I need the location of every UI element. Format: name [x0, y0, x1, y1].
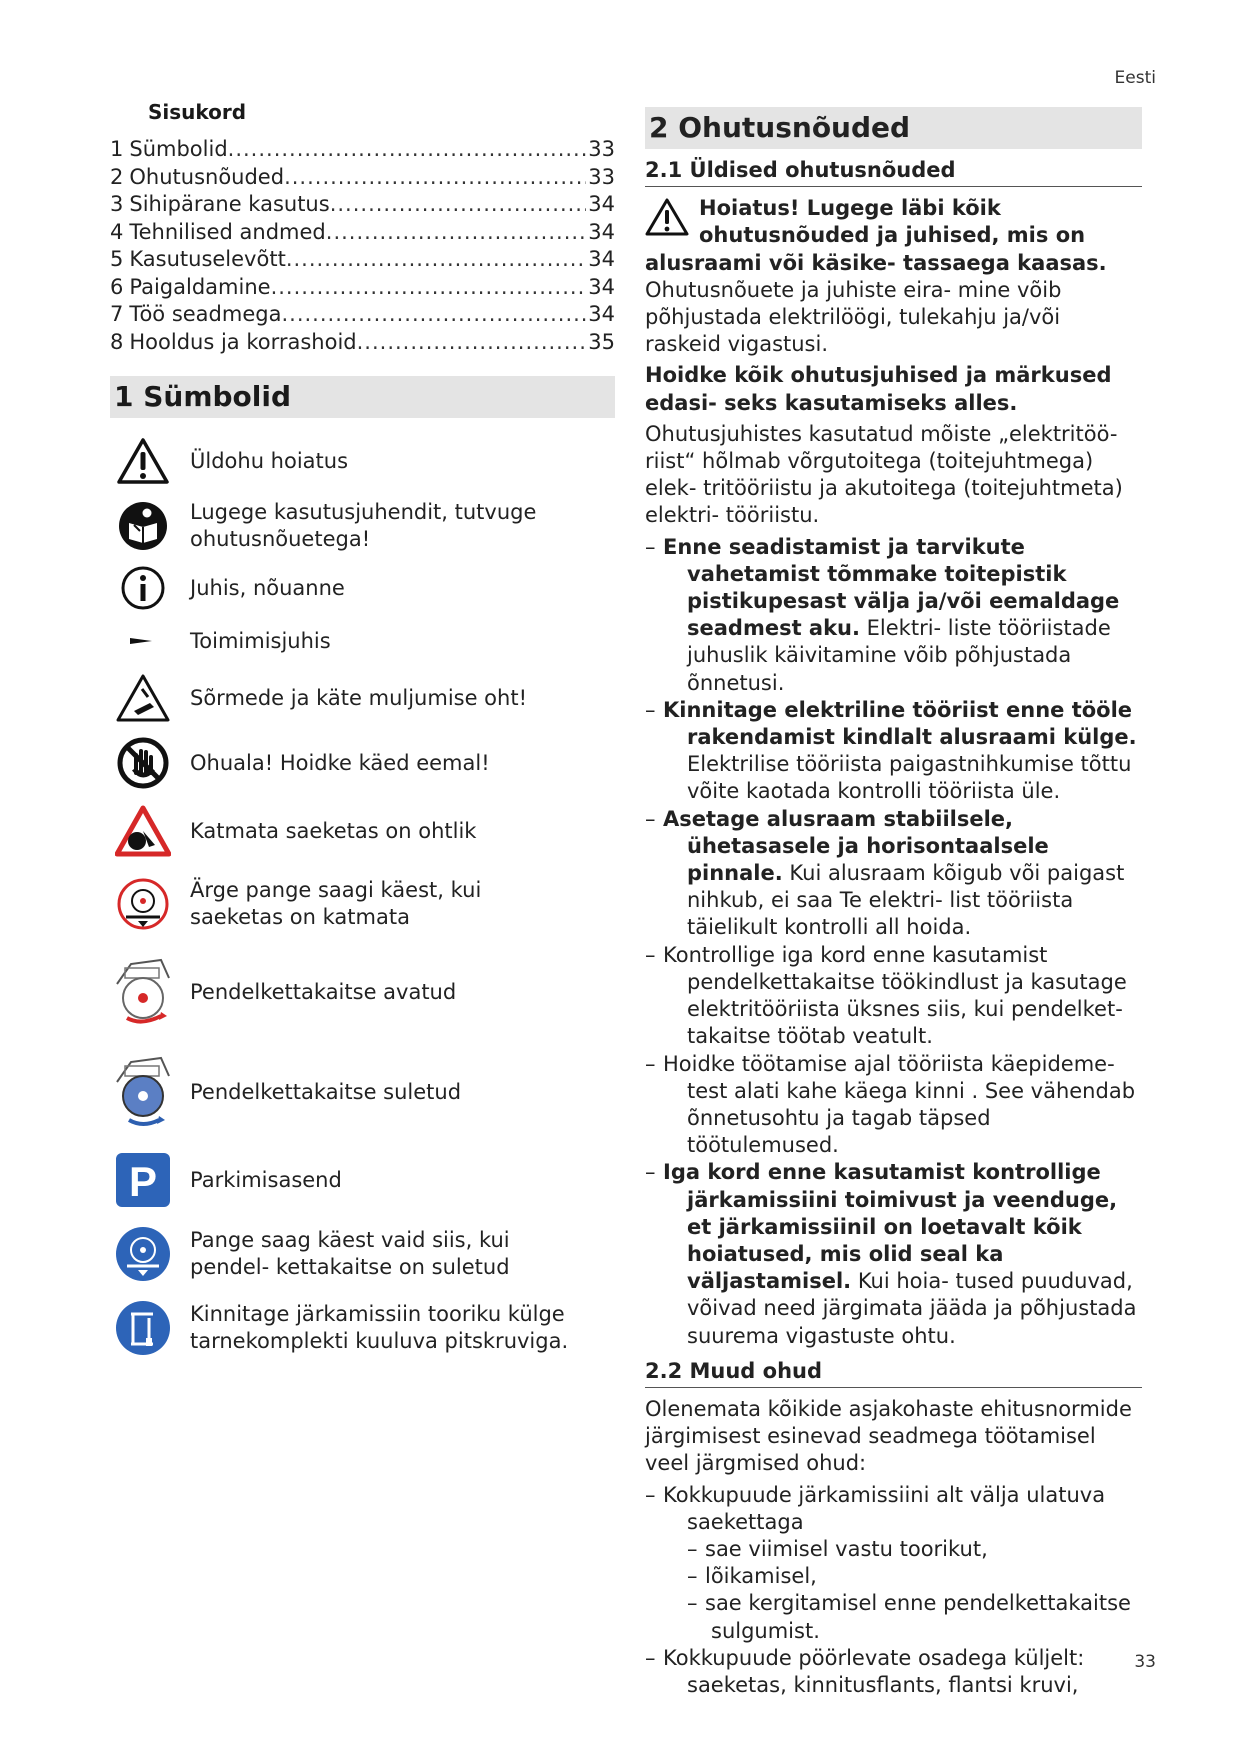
list-item: – Enne seadistamist ja tarvikute vahetamist tõmmake toitepistik pistikupesast välja ja/või eemaldage seadmest aku. Elektri- liste tööriistade juhuslik käivitamine võib põhjustada õnnetusi. — [645, 534, 1120, 695]
toc-leader — [357, 329, 587, 357]
toc-entry[interactable]: 8 Hooldus ja korrashoid ..... 35 — [110, 329, 615, 357]
saw-blade-danger-icon — [110, 805, 176, 857]
symbol-row: Pendelkettakaitse avatud — [110, 942, 615, 1042]
safety-heading: 2 Ohutusnõuded — [645, 107, 1142, 149]
sub-list-item: – sae viimisel vastu toorikut, — [687, 1536, 988, 1561]
toc-leader — [286, 246, 586, 274]
other-hazards-heading: 2.2 Muud ohud — [645, 1358, 1142, 1388]
list-item: – Kinnitage elektriline tööriist enne tööle rakendamist kindlalt alusraami külge. Elektrilise tööriista paigastnihkumise tõttu võite kaotada kontrolli tööriista üle. — [645, 697, 1137, 804]
toc-leader — [330, 191, 587, 219]
sub-list-item: – sae kergitamisel enne pendelkettakaitse sulgumist. — [687, 1591, 1131, 1643]
keep-instructions-text: Hoidke kõik ohutusjuhised ja märkused edasi- seks kasutamiseks alles. — [645, 363, 1112, 415]
list-item: – Kokkupuude järkamissiini alt välja ulatuva saekettaga — [645, 1482, 1106, 1534]
list-item: – Kokkupuude pöörlevate osadega küljelt: saeketas, kinnitusflants, flantsi kruvi, — [645, 1645, 1085, 1697]
list-item: – Asetage alusraam stabiilsele, ühetasasele ja horisontaalsele pinnale. Kui alusraam kõigub või paigast nihkub, ei saa Te elektri- list tööriista täielikult kontrolli all hoida. — [645, 806, 1125, 940]
symbol-row: Sõrmede ja käte muljumise oht! — [110, 666, 615, 730]
guard-open-icon — [110, 954, 176, 1030]
list-item: – Kontrollige iga kord enne kasutamist pendelkettakaitse töökindlust ja kasutage elektritööriista üksnes siis, kui pendelket- takaitse töötab veatult. — [645, 942, 1127, 1049]
toc-leader — [326, 219, 587, 247]
table-of-contents — [110, 136, 615, 356]
toc-entry[interactable]: 2 Ohutusnõuded ..... 33 — [110, 164, 615, 192]
warning-text: Ohutusnõuete ja juhiste eira- mine võib põhjustada elektrilöögi, tulekahju ja/või raskeid vigastusi. — [645, 277, 1062, 357]
symbol-row: Ärge pange saagi käest, kui saeketas on katmata — [110, 866, 615, 942]
page-number: 33 — [1134, 1652, 1156, 1672]
symbols-list — [110, 434, 615, 1366]
list-item: – Hoidke töötamise ajal tööriista käepideme- test alati kahe käega kinni . See vähendab õnnetusohtu ja tagab täpsed töötulemused. — [645, 1051, 1136, 1158]
toc-entry[interactable]: 1 Sümbolid ..... 33 — [110, 136, 615, 164]
blade-covered-icon — [110, 1226, 176, 1282]
symbol-row: Toimimisjuhis — [110, 616, 615, 666]
no-hands-icon — [110, 737, 176, 789]
symbol-row: Pendelkettakaitse suletud — [110, 1042, 615, 1142]
guard-closed-icon — [110, 1052, 176, 1132]
action-arrow-icon — [110, 635, 176, 647]
toc-entry[interactable]: 6 Paigaldamine ..... 34 — [110, 274, 615, 302]
toc-entry[interactable]: 4 Tehnilised andmed ..... 34 — [110, 219, 615, 247]
clamp-icon — [110, 1300, 176, 1356]
symbol-row: Juhis, nõuanne — [110, 560, 615, 616]
safety-bullets — [645, 534, 1142, 1350]
toc-leader — [281, 301, 586, 329]
toc-leader — [271, 274, 587, 302]
warning-bold-text: Hoiatus! Lugege läbi kõik ohutusnõuded ja juhised, mis on alusraami või käsike- tassaega kaasas. — [645, 196, 1107, 275]
definition-text: Ohutusjuhistes kasutatud mõiste „elektritöö- riist“ hõlmab võrgutoitega (toitejuhtmega) elek- tritööriistu ja akutoitega (toitejuhtmeta) elektri- tööriistu. — [645, 421, 1123, 528]
blade-uncovered-icon — [110, 877, 176, 931]
left-column — [110, 100, 615, 1366]
right-column — [645, 107, 1142, 1699]
symbol-row: Pange saag käest vaid siis, kui pendel- kettakaitse on suletud — [110, 1218, 615, 1290]
symbol-row: P Parkimisasend — [110, 1142, 615, 1218]
toc-leader — [228, 136, 587, 164]
toc-entry[interactable]: 3 Sihipärane kasutus ..... 34 — [110, 191, 615, 219]
symbol-row: Ohuala! Hoidke käed eemal! — [110, 730, 615, 796]
warning-triangle-icon — [645, 197, 689, 244]
read-manual-icon — [110, 501, 176, 551]
toc-title: Sisukord — [148, 100, 247, 124]
parking-icon — [110, 1152, 176, 1208]
toc-entry[interactable]: 7 Töö seadmega ..... 34 — [110, 301, 615, 329]
toc-entry[interactable]: 5 Kasutuselevõtt ..... 34 — [110, 246, 615, 274]
warning-block — [645, 195, 1142, 358]
sub-list-item: – lõikamisel, — [687, 1564, 817, 1589]
list-item: – Iga kord enne kasutamist kontrollige järkamissiini toimivust ja veenduge, et järkamissiinil on loetavalt kõik hoiatused, mis olid seal ka väljastamisel. Kui hoia- tused puuduvad, võivad need järgimata jääda ja põhjustada suurema vigastuste ohtu. — [645, 1160, 1137, 1348]
symbol-row: Katmata saeketas on ohtlik — [110, 796, 615, 866]
svg-text:P: P — [128, 1158, 158, 1205]
warning-triangle-icon — [110, 437, 176, 485]
general-safety-heading: 2.1 Üldised ohutusnõuded — [645, 157, 1142, 187]
symbols-heading: 1 Sümbolid — [110, 376, 615, 418]
symbol-row: Lugege kasutusjuhendit, tutvuge ohutusnõuetega! — [110, 492, 615, 560]
other-hazards-intro: Olenemata kõikide asjakohaste ehitusnormide järgimisest esinevad seadmega töötamisel veel järgmised ohud: — [645, 1396, 1132, 1476]
symbol-row: Üldohu hoiatus — [110, 434, 615, 488]
symbol-row: Kinnitage järkamissiin tooriku külge tarnekomplekti kuuluva pitskruviga. — [110, 1290, 615, 1366]
info-icon — [110, 565, 176, 611]
page-language: Eesti — [1114, 68, 1156, 88]
hand-crush-icon — [110, 673, 176, 723]
toc-leader — [284, 164, 586, 192]
